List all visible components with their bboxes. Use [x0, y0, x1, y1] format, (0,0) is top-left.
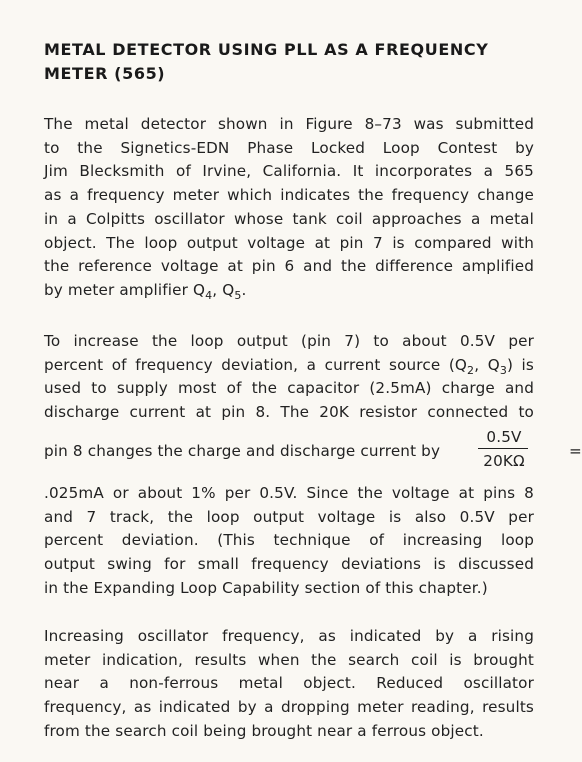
paragraph-1-line: as a frequency meter which indicates the frequency change: [44, 186, 534, 205]
text-run: , Q: [212, 280, 235, 299]
paragraph-2-line: and 7 track, the loop output voltage is also 0.5V per: [44, 507, 534, 526]
fraction-denominator: 20KΩ: [483, 452, 525, 470]
paragraph-2-line: To increase the loop output (pin 7) to about 0.5V per: [44, 332, 534, 350]
paragraph-1-line: The metal detector shown in Figure 8–73 was submitted: [44, 115, 534, 133]
paragraph-2-line: percent deviation. (This technique of increasing loop: [44, 531, 534, 550]
paragraph-3-line: Increasing oscillator frequency, as indicated by a rising: [44, 627, 534, 645]
paragraph-1-line: to the Signetics-EDN Phase Locked Loop Contest by: [44, 138, 534, 157]
paragraph-2-line: discharge current at pin 8. The 20K resistor connected to: [44, 403, 534, 422]
paragraph-2-last-line: in the Expanding Loop Capability section of this chapter.): [44, 578, 488, 597]
paragraph-1-line: in a Colpitts oscillator whose tank coil approaches a metal: [44, 209, 534, 228]
fraction-numerator: 0.5V: [486, 428, 522, 446]
paragraph-1-line: the reference voltage at pin 6 and the difference amplified: [44, 257, 534, 276]
paragraph-2-line: output swing for small frequency deviations is discussed: [44, 555, 534, 574]
paragraph-2-line: [44, 354, 534, 378]
text-run: ) is: [506, 355, 534, 374]
paragraph-3-line: near a non-ferrous metal object. Reduced oscillator: [44, 674, 534, 693]
section-title: [44, 38, 544, 86]
paragraph-3-last-line: from the search coil being brought near a ferrous object.: [44, 721, 484, 740]
text-run: percent of frequency deviation, a current source (Q: [44, 355, 468, 374]
fraction-lead-text: pin 8 changes the charge and discharge current by: [44, 442, 441, 460]
paragraph-2-top: [44, 330, 534, 425]
title-line-1: METAL DETECTOR USING PLL AS A FREQUENCY: [44, 40, 489, 59]
paragraph-1-line: object. The loop output voltage at pin 7 is compared with: [44, 233, 534, 252]
paragraph-3-line: meter indication, results when the search coil is brought: [44, 650, 534, 669]
text-run: .: [241, 280, 247, 299]
fraction: [474, 426, 534, 471]
paragraph-2-line: .025mA or about 1% per 0.5V. Since the voltage at pins 8: [44, 484, 534, 502]
paragraph-1-last-line: [44, 279, 534, 303]
fraction-line: [44, 426, 582, 476]
subscript: 4: [205, 288, 213, 302]
paragraph-3-line: frequency, as indicated by a dropping meter reading, results: [44, 698, 534, 717]
paragraph-2-line: used to supply most of the capacitor (2.5mA) charge and: [44, 379, 534, 398]
title-line-2: METER (565): [44, 64, 166, 83]
equals-sign: =: [569, 442, 582, 460]
paragraph-1-line: Jim Blecksmith of Irvine, California. It incorporates a 565: [44, 162, 534, 181]
paragraph-3: [44, 625, 534, 744]
paragraph-1: [44, 113, 534, 303]
text-run: by meter amplifier Q: [44, 280, 206, 299]
paragraph-2-bottom: [44, 482, 534, 601]
subscript: 5: [234, 288, 242, 302]
subscript: 2: [467, 363, 475, 377]
text-run: , Q: [474, 355, 500, 374]
subscript: 3: [499, 363, 507, 377]
